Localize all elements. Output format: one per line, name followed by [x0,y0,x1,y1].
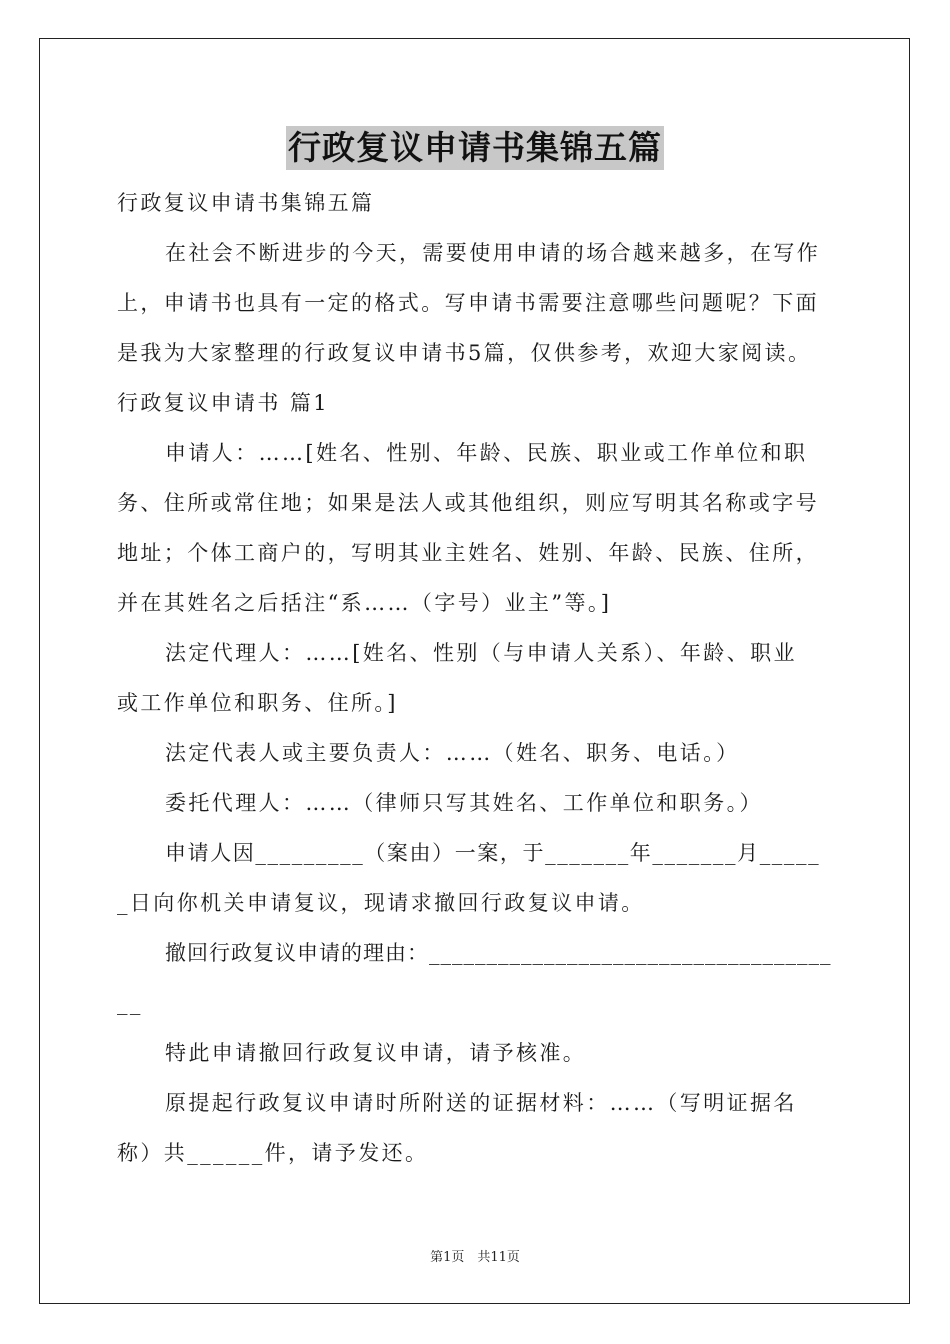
text-line: 行政复议申请书集锦五篇 [117,191,375,215]
text-line: 申请人：……[姓名、性别、年龄、民族、职业或工作单位和职 [165,441,808,465]
section-heading: 行政复议申请书 篇1 [117,391,330,415]
text-line: 称）共______件，请予发还。 [117,1141,429,1165]
document-title: 行政复议申请书集锦五篇 [286,126,664,170]
text-line: 地址；个体工商户的，写明其业主姓名、姓别、年龄、民族、住所， [117,541,819,565]
page-footer: 第1页 共11页 [430,1250,520,1265]
text-line: 在社会不断进步的今天，需要使用申请的场合越来越多，在写作 [165,241,821,265]
text-line: 原提起行政复议申请时所附送的证据材料：……（写明证据名 [165,1091,797,1115]
text-line: 申请人因_________（案由）一案，于_______年_______月_____ [165,841,821,865]
title-area [0,126,950,170]
text-line: 法定代理人：……[姓名、性别（与申请人关系）、年龄、职业 [165,641,797,665]
text-line: __ [117,991,143,1015]
text-line: _日向你机关申请复议，现请求撤回行政复议申请。 [117,891,645,915]
text-line: 是我为大家整理的行政复议申请书5篇，仅供参考，欢迎大家阅读。 [117,341,812,365]
document-body [117,178,835,1178]
text-line: 委托代理人：……（律师只写其姓名、工作单位和职务。） [165,791,763,815]
text-line: 法定代表人或主要负责人：……（姓名、职务、电话。） [165,741,740,765]
text-line: 或工作单位和职务、住所。] [117,691,398,715]
text-line: 上，申请书也具有一定的格式。写申请书需要注意哪些问题呢？下面 [117,291,819,315]
text-line: 并在其姓名之后括注“系……（字号）业主”等。] [117,591,612,615]
text-line: 特此申请撤回行政复议申请，请予核准。 [165,1041,587,1065]
text-line: 撤回行政复议申请的理由：___________________________________ [165,941,832,965]
text-line: 务、住所或常住地；如果是法人或其他组织，则应写明其名称或字号 [117,491,819,515]
